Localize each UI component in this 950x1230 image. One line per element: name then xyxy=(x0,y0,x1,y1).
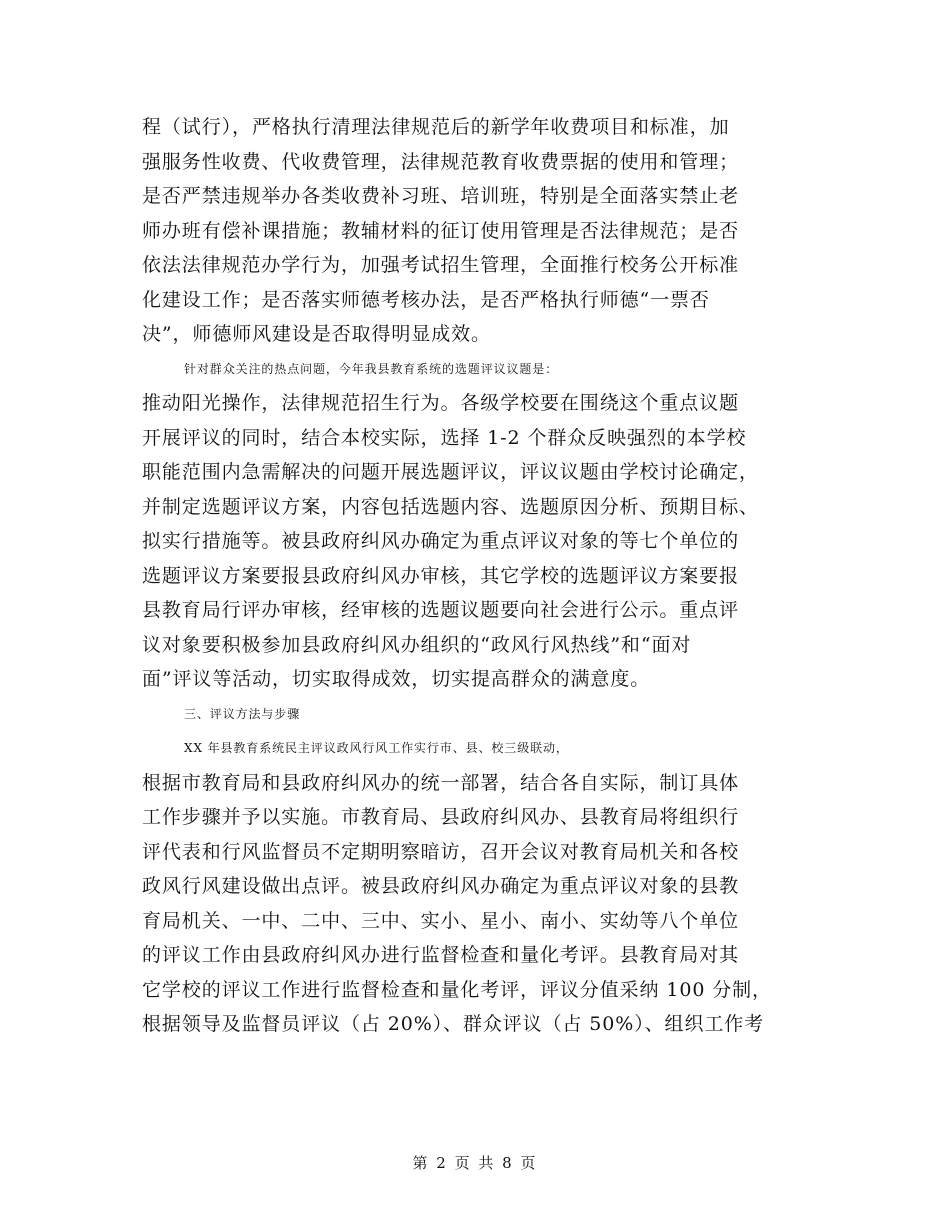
text-line: 县教育局行评办审核，经审核的选题议题要向社会进行公示。重点评 xyxy=(142,599,740,621)
page-footer: 第 2 页 共 8 页 xyxy=(412,1154,538,1172)
text-line: 工作步骤并予以实施。市教育局、县政府纠风办、县教育局将组织行 xyxy=(142,806,740,828)
text-line: 根据领导及监督员评议（占 20%）、群众评议（占 50%）、组织工作考 xyxy=(142,1013,765,1035)
text-line: 是否严禁违规举办各类收费补习班、培训班，特别是全面落实禁止老 xyxy=(142,185,740,207)
text-line: 根据市教育局和县政府纠风办的统一部署，结合各自实际，制订具体 xyxy=(142,771,740,794)
text-line: 针对群众关注的热点问题，今年我县教育系统的选题评议议题是： xyxy=(184,361,559,376)
text-line: XX 年县教育系统民主评议政风行风工作实行市、县、校三级联动， xyxy=(184,741,569,755)
text-line: 的评议工作由县政府纠风办进行监督检查和量化考评。县教育局对其 xyxy=(142,944,740,966)
text-line: 推动阳光操作，法律规范招生行为。各级学校要在围绕这个重点议题 xyxy=(142,392,740,414)
text-line: 育局机关、一中、二中、三中、实小、星小、南小、实幼等八个单位 xyxy=(142,909,740,932)
text-line: 评代表和行风监督员不定期明察暗访，召开会议对教育局机关和各校 xyxy=(142,840,740,863)
text-line: 依法法律规范办学行为，加强考试招生管理，全面推行校务公开标准 xyxy=(142,254,740,276)
text-line: 师办班有偿补课措施；教辅材料的征订使用管理是否法律规范；是否 xyxy=(142,219,740,242)
text-line: 拟实行措施等。被县政府纠风办确定为重点评议对象的等七个单位的 xyxy=(142,530,740,552)
text-line: 选题评议方案要报县政府纠风办审核，其它学校的选题评议方案要报 xyxy=(142,564,740,587)
text-line: 它学校的评议工作进行监督检查和量化考评，评议分值采纳 100 分制， xyxy=(142,978,772,1001)
text-line: 化建设工作；是否落实师德考核办法，是否严格执行师德“一票否 xyxy=(142,288,710,311)
text-line: 并制定选题评议方案，内容包括选题内容、选题原因分析、预期目标、 xyxy=(142,495,759,518)
text-line: 政风行风建设做出点评。被县政府纠风办确定为重点评议对象的县教 xyxy=(142,875,740,897)
text-line: 职能范围内急需解决的问题开展选题评议，评议议题由学校讨论确定， xyxy=(142,461,759,483)
text-line: 三、评议方法与步骤 xyxy=(184,706,301,721)
text-line: 议对象要积极参加县政府纠风办组织的“政风行风热线”和“面对 xyxy=(142,633,692,656)
text-line: 开展评议的同时，结合本校实际，选择 1-2 个群众反映强烈的本学校 xyxy=(142,426,747,449)
body-text xyxy=(142,110,808,1042)
text-line: 面”评议等活动，切实取得成效，切实提高群众的满意度。 xyxy=(142,668,651,690)
text-line: 强服务性收费、代收费管理，法律规范教育收费票据的使用和管理； xyxy=(142,150,740,173)
text-line: 程（试行），严格执行清理法律规范后的新学年收费项目和标准，加 xyxy=(142,116,730,138)
text-line: 决”，师德师风建设是否取得明显成效。 xyxy=(142,323,491,345)
